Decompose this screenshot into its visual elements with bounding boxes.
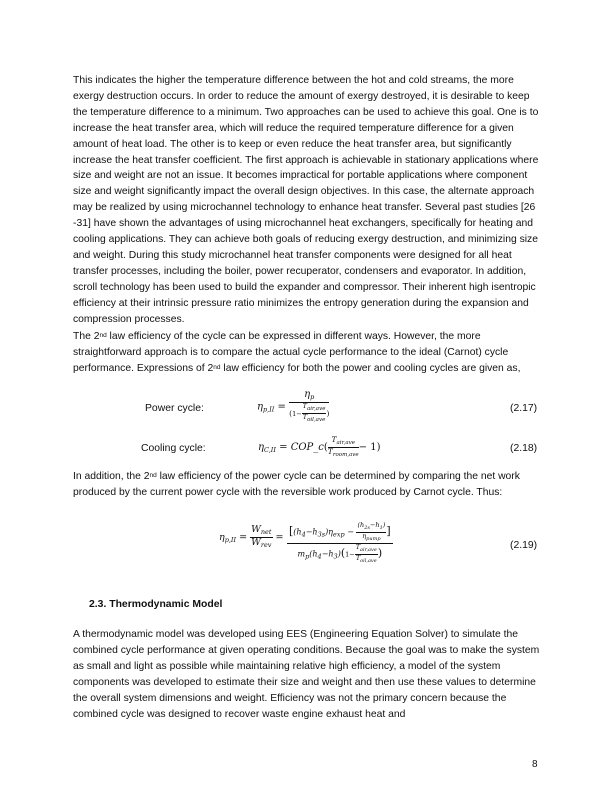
equation-right-fraction: [$(h_4-h_{3s})\eta_{exp}$ − $\frac{(h_{2s}-h_1)}{\eta_{pump}}$ ] $m_p(h_4-h_3)(1-$ $\frac{T_{air,ave}}{T_{oil,ave}}$ ) xyxy=(289,521,391,564)
equation-body: $\eta_{p,II}$ = $\frac{W_{net}}{W_{rev}}$ = xyxy=(219,524,284,549)
equation-label: Power cycle: xyxy=(145,403,204,414)
paragraph-thermodynamic-model: A thermodynamic model was developed using EES (Engineering Equation Solver) to simulate the combined cycle performance at given operating conditions. Because the goal was to make the system as small and light as possible while maintaining relative high efficiency, a model of the system components was developed to estimate their size and weight and then use these values to determine the overall system dimensions and weight. Efficiency was not the primary concern because the combined cycle was designed to recover waste engine exhaust heat and xyxy=(73,629,540,720)
paragraph-second-law: The 2nd law efficiency of the cycle can be expressed in different ways. However, the more straightforward approach is to compare the actual cycle performance to the ideal (Carnot) cycle performance. Expressions of 2nd law efficiency for both the power and cooling cycles are given as, xyxy=(73,331,521,374)
equation-body: $\eta_{p,II}$ = $\eta_p$ (1− $\frac{T_{air,ave}}{T_{oil,ave}}$ ) xyxy=(257,389,330,423)
equation-number: (2.18) xyxy=(510,443,538,454)
equation-label: Cooling cycle: xyxy=(141,443,206,454)
equation-body: $\eta_{C,II}$ = COP_c( $\frac{T_{air,ave}}{T_{room,ave}}$ − 1) xyxy=(258,435,381,458)
section-heading: 2.3. Thermodynamic Model xyxy=(89,599,223,610)
equation-number: (2.19) xyxy=(510,540,538,551)
page-number: 8 xyxy=(532,759,538,770)
paragraph-exergy: This indicates the higher the temperature difference between the hot and cold streams, the more exergy destruction occurs. In order to reduce the amount of exergy destroyed, it is desirable to keep the temperature difference to a minimum. Two approaches can be used to achieve this goal. One is to increase the heat transfer area, which will reduce the required temperature difference for a given amount of heat load. The other is to keep or even reduce the heat transfer area, but significantly increase the heat transfer coefficient. The first approach is achievable in stationary applications where size and weight are not an issue. It becomes impractical for portable applications where component size and weight significantly impact the overall design objectives. In this case, the alternate approach may be realized by using microchannel technology to enhance heat transfer. Several past studies [26 -31] have shown the advantages of using microchannel heat exchangers, specifically for heating and cooling applications. They can achieve both goals of reducing exergy destruction, and minimizing size and weight. During this study microchannel heat transfer components were designed for all heat transfer processes, including the boiler, power recuperator, condensers and evaporator. In addition, scroll technology has been used to build the expander and compressor. Their inherent high isentropic efficiency at their intrinsic pressure ratio minimizes the entropy generation during the expansion and compression processes. xyxy=(73,75,539,325)
equation-number: (2.17) xyxy=(510,403,538,414)
paragraph-power-cycle-efficiency: In addition, the 2nd law efficiency of the power cycle can be determined by comparing the net work produced by the current power cycle with the reversible work produced by Carnot cycle. Thus: xyxy=(73,471,520,498)
